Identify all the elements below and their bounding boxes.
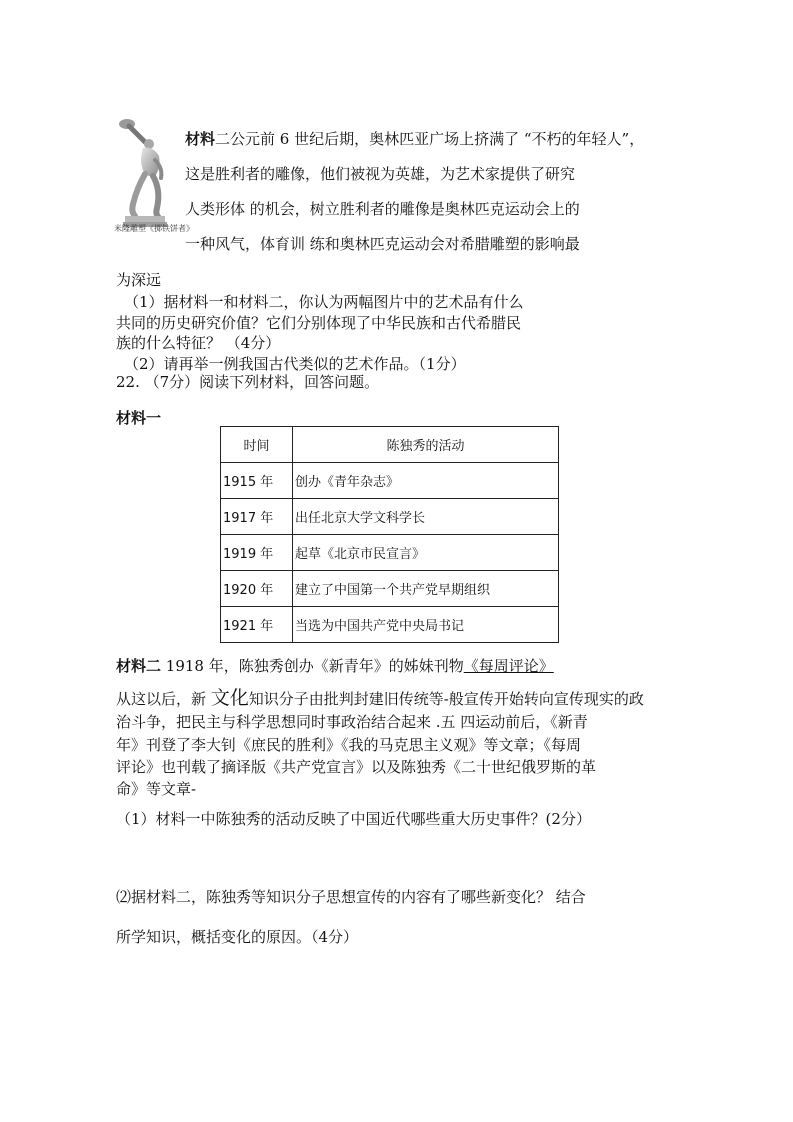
- material2-line4: 一种风气，体育训 练和奥林匹克运动会对希腊雕塑的影响最: [185, 235, 580, 253]
- journal-title: 《每周评论》: [463, 657, 554, 675]
- material2-label: 材料二: [116, 657, 162, 675]
- material2-head: 材料二 1918 年，陈独秀创办《新青年》的姊妹刊物《每周评论》: [116, 657, 554, 675]
- q22-part2-line2: 所学知识，概括变化的原因。（4分）: [116, 928, 359, 946]
- q21-part2: （2）请再举一例我国古代类似的艺术作品。（1分）: [124, 355, 466, 373]
- table-header-row: [221, 427, 559, 463]
- table-cell: 当选为中国共产党中央局书记: [293, 607, 559, 643]
- material2-para-line5: 命》等文章-: [116, 780, 197, 798]
- discus-thrower-statue-image: [115, 116, 181, 240]
- material2-line3: 人类形体 的机会，树立胜利者的雕像是奥林匹克运动会上的: [185, 200, 580, 218]
- table-row: [221, 607, 559, 643]
- table-row: [221, 571, 559, 607]
- q21-part1-line2: 共同的历史研究价值？它们分别体现了中华民族和古代希腊民: [116, 314, 522, 332]
- q22-header: 22. （7分）阅读下列材料，回答问题。: [116, 373, 380, 391]
- q22-part1: （1）材料一中陈独秀的活动反映了中国近代哪些重大历史事件？(2分）: [116, 810, 591, 828]
- table-cell: 建立了中国第一个共产党早期组织: [293, 571, 559, 607]
- table-header-cell: 陈独秀的活动: [293, 427, 559, 463]
- material1-label: 材料一: [116, 409, 162, 427]
- material2-line5: 为深远: [116, 271, 162, 289]
- material2-para-line2: 治斗争，把民主与科学思想同时事政治结合起来 .五 四运动前后，《新青: [116, 713, 588, 731]
- table-cell: 创办《青年杂志》: [293, 463, 559, 499]
- table-cell: 1921 年: [221, 607, 293, 643]
- table-row: [221, 463, 559, 499]
- material2-line2: 这是胜利者的雕像，他们被视为英雄，为艺术家提供了研究: [185, 165, 576, 183]
- q22-part2-line1: ⑵据材料二，陈独秀等知识分子思想宣传的内容有了哪些新变化？ 结合: [116, 888, 586, 906]
- q21-part1-line3: 族的什么特征？ （4分）: [116, 334, 281, 352]
- table-header-cell: 时间: [221, 427, 293, 463]
- q21-part1-line1: （1）据材料一和材料二，你认为两幅图片中的艺术品有什么: [124, 293, 524, 311]
- statue-caption: 米隆雕塑《掷铁饼者》: [114, 224, 194, 233]
- table-row: [221, 535, 559, 571]
- material2-para-line3: 年》刊登了李大钊《庶民的胜利》《我的马克思主义观》等文章；《每周: [116, 736, 582, 754]
- table-cell: 出任北京大学文科学长: [293, 499, 559, 535]
- table-cell: 起草《北京市民宣言》: [293, 535, 559, 571]
- table-cell: 1917 年: [221, 499, 293, 535]
- table-cell: 1915 年: [221, 463, 293, 499]
- table-cell: 1920 年: [221, 571, 293, 607]
- table-row: [221, 499, 559, 535]
- material2-para-line4: 评论》也刊载了摘译版《共产党宣言》以及陈独秀《二十世纪俄罗斯的革: [116, 758, 597, 776]
- chen-duxiu-activities-table: [220, 426, 559, 643]
- material-label: 材料: [185, 130, 216, 148]
- table-cell: 1919 年: [221, 535, 293, 571]
- material2-line1: 材料二公元前 6 世纪后期，奥林匹亚广场上挤满了 “不朽的年轻人”，: [185, 130, 645, 148]
- material2-para-line1: 从这以后，新 文化知识分子由批判封建旧传统等-般宣传开始转向宣传现实的政: [116, 687, 644, 709]
